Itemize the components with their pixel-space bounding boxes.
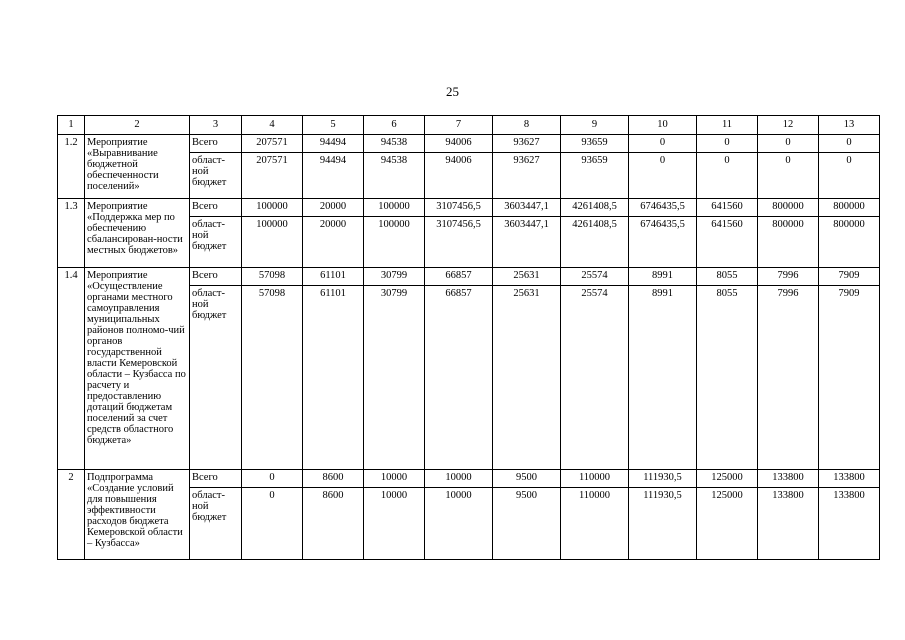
- value-cell: 57098: [242, 286, 303, 470]
- value-cell: 25631: [493, 268, 561, 286]
- value-cell: 0: [697, 135, 758, 153]
- value-cell: 94006: [425, 135, 493, 153]
- funding-source: област-ной бюджет: [190, 488, 242, 560]
- funding-source: Всего: [190, 135, 242, 153]
- activity-name: Подпрограмма «Создание условий для повышения эффективности расходов бюджета Кемеровской области – Кузбасса»: [85, 470, 190, 560]
- value-cell: 0: [758, 153, 819, 199]
- value-cell: 93627: [493, 135, 561, 153]
- page-number: 25: [446, 84, 459, 99]
- value-cell: 0: [629, 153, 697, 199]
- column-header: 8: [493, 116, 561, 135]
- value-cell: 0: [242, 470, 303, 488]
- value-cell: 0: [242, 488, 303, 560]
- value-cell: 61101: [303, 268, 364, 286]
- value-cell: 0: [697, 153, 758, 199]
- value-cell: 9500: [493, 470, 561, 488]
- activity-name: Мероприятие «Осуществление органами местного самоуправления муниципальных районов полномо-чий органов государственной власти Кемеровской области – Кузбасса по расчету и предоставлению дотаций бюджетам поселений за счет средств областного бюджета»: [85, 268, 190, 470]
- value-cell: 133800: [758, 488, 819, 560]
- value-cell: 9500: [493, 488, 561, 560]
- value-cell: 7996: [758, 268, 819, 286]
- funding-source: Всего: [190, 470, 242, 488]
- value-cell: 641560: [697, 217, 758, 268]
- value-cell: 111930,5: [629, 470, 697, 488]
- value-cell: 111930,5: [629, 488, 697, 560]
- value-cell: 93627: [493, 153, 561, 199]
- value-cell: 94494: [303, 153, 364, 199]
- value-cell: 100000: [242, 217, 303, 268]
- value-cell: 8600: [303, 470, 364, 488]
- value-cell: 10000: [425, 470, 493, 488]
- value-cell: 20000: [303, 217, 364, 268]
- column-header: 7: [425, 116, 493, 135]
- value-cell: 641560: [697, 199, 758, 217]
- value-cell: 800000: [819, 199, 880, 217]
- funding-source: област-ной бюджет: [190, 153, 242, 199]
- value-cell: 100000: [242, 199, 303, 217]
- value-cell: 0: [819, 153, 880, 199]
- value-cell: 800000: [758, 199, 819, 217]
- funding-source: Всего: [190, 268, 242, 286]
- value-cell: 30799: [364, 268, 425, 286]
- row-number: 2: [58, 470, 85, 560]
- row-number: 1.2: [58, 135, 85, 199]
- value-cell: 207571: [242, 135, 303, 153]
- column-header: 4: [242, 116, 303, 135]
- value-cell: 8600: [303, 488, 364, 560]
- value-cell: 7996: [758, 286, 819, 470]
- value-cell: 0: [629, 135, 697, 153]
- value-cell: 10000: [364, 488, 425, 560]
- table-header-row: [58, 116, 880, 135]
- value-cell: 66857: [425, 286, 493, 470]
- value-cell: 94494: [303, 135, 364, 153]
- value-cell: 800000: [819, 217, 880, 268]
- value-cell: 10000: [364, 470, 425, 488]
- column-header: 1: [58, 116, 85, 135]
- value-cell: 4261408,5: [561, 217, 629, 268]
- value-cell: 25631: [493, 286, 561, 470]
- value-cell: 3107456,5: [425, 217, 493, 268]
- value-cell: 6746435,5: [629, 199, 697, 217]
- value-cell: 20000: [303, 199, 364, 217]
- value-cell: 8055: [697, 268, 758, 286]
- value-cell: 30799: [364, 286, 425, 470]
- value-cell: 7909: [819, 286, 880, 470]
- column-header: 9: [561, 116, 629, 135]
- row-number: 1.4: [58, 268, 85, 470]
- table-row: [58, 199, 880, 217]
- value-cell: 125000: [697, 488, 758, 560]
- row-number: 1.3: [58, 199, 85, 268]
- value-cell: 3603447,1: [493, 199, 561, 217]
- value-cell: 6746435,5: [629, 217, 697, 268]
- value-cell: 10000: [425, 488, 493, 560]
- value-cell: 8991: [629, 268, 697, 286]
- column-header: 2: [85, 116, 190, 135]
- column-header: 6: [364, 116, 425, 135]
- value-cell: 93659: [561, 153, 629, 199]
- table-row: [58, 135, 880, 153]
- value-cell: 94006: [425, 153, 493, 199]
- value-cell: 800000: [758, 217, 819, 268]
- column-header: 10: [629, 116, 697, 135]
- value-cell: 66857: [425, 268, 493, 286]
- value-cell: 100000: [364, 217, 425, 268]
- value-cell: 4261408,5: [561, 199, 629, 217]
- value-cell: 0: [819, 135, 880, 153]
- value-cell: 100000: [364, 199, 425, 217]
- funding-source: Всего: [190, 199, 242, 217]
- column-header: 3: [190, 116, 242, 135]
- value-cell: 25574: [561, 286, 629, 470]
- value-cell: 207571: [242, 153, 303, 199]
- value-cell: 93659: [561, 135, 629, 153]
- value-cell: 8055: [697, 286, 758, 470]
- table-row: [58, 470, 880, 488]
- value-cell: 25574: [561, 268, 629, 286]
- funding-source: област-ной бюджет: [190, 286, 242, 470]
- value-cell: 133800: [819, 470, 880, 488]
- value-cell: 125000: [697, 470, 758, 488]
- value-cell: 94538: [364, 153, 425, 199]
- column-header: 13: [819, 116, 880, 135]
- activity-name: Мероприятие «Поддержка мер по обеспечению сбалансирован-ности местных бюджетов»: [85, 199, 190, 268]
- value-cell: 7909: [819, 268, 880, 286]
- value-cell: 110000: [561, 488, 629, 560]
- column-header: 11: [697, 116, 758, 135]
- funding-source: област-ной бюджет: [190, 217, 242, 268]
- value-cell: 110000: [561, 470, 629, 488]
- value-cell: 8991: [629, 286, 697, 470]
- table-row: [58, 268, 880, 286]
- value-cell: 3107456,5: [425, 199, 493, 217]
- value-cell: 61101: [303, 286, 364, 470]
- value-cell: 0: [758, 135, 819, 153]
- value-cell: 57098: [242, 268, 303, 286]
- value-cell: 94538: [364, 135, 425, 153]
- budget-table: [57, 115, 880, 560]
- activity-name: Мероприятие «Выравнивание бюджетной обеспеченности поселений»: [85, 135, 190, 199]
- column-header: 5: [303, 116, 364, 135]
- column-header: 12: [758, 116, 819, 135]
- value-cell: 3603447,1: [493, 217, 561, 268]
- value-cell: 133800: [758, 470, 819, 488]
- value-cell: 133800: [819, 488, 880, 560]
